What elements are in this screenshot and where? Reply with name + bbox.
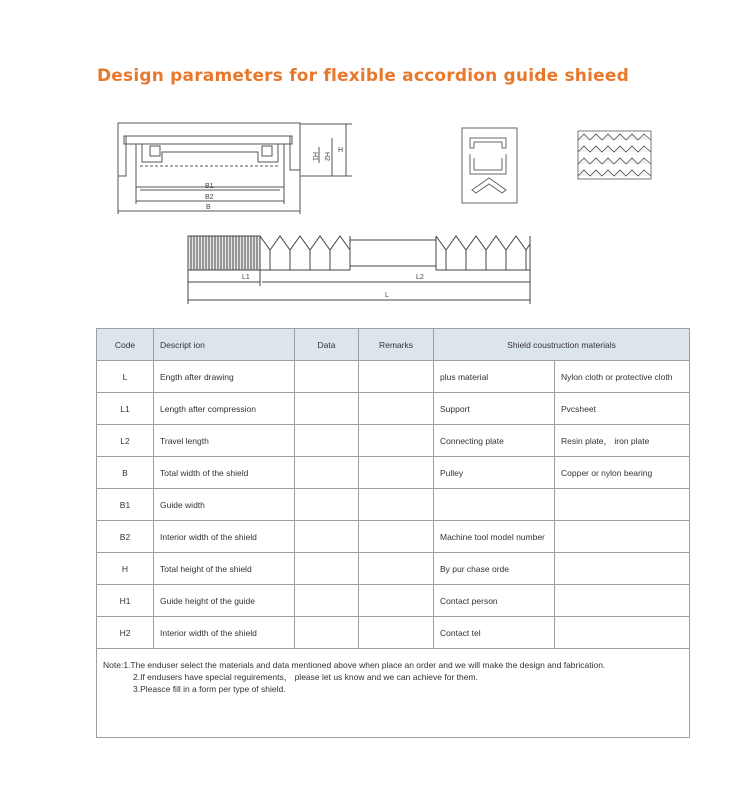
row-material-value [555, 489, 690, 521]
row-code: H [97, 553, 154, 585]
row-data-cell[interactable] [295, 425, 359, 457]
row-material-value[interactable] [555, 521, 690, 553]
cross-section-drawing [118, 123, 352, 214]
dim-label-b2: B2 [205, 194, 214, 201]
row-material-label: Support [434, 393, 555, 425]
row-description: Ength after drawing [154, 361, 295, 393]
row-material-value: Nylon cloth or protective cloth [555, 361, 690, 393]
row-code: B [97, 457, 154, 489]
row-data-cell[interactable] [295, 361, 359, 393]
row-code: L1 [97, 393, 154, 425]
table-row [97, 425, 690, 457]
row-remarks-cell[interactable] [359, 393, 434, 425]
row-material-label: Pulley [434, 457, 555, 489]
header-remarks: Remarks [359, 329, 434, 361]
note-line-2: 2.If endusers have special reguirements， please let us know and we can achieve for them. [133, 672, 478, 682]
row-description: Guide height of the guide [154, 585, 295, 617]
header-materials: Shield coustruction materials [434, 329, 690, 361]
accordion-length-drawing [188, 236, 530, 304]
row-material-value[interactable] [555, 553, 690, 585]
table-row [97, 521, 690, 553]
row-material-label: Contact person [434, 585, 555, 617]
row-code: B2 [97, 521, 154, 553]
row-code: L2 [97, 425, 154, 457]
row-material-label: Machine tool model number [434, 521, 555, 553]
table-row [97, 393, 690, 425]
dim-label-h: H [338, 147, 344, 154]
header-data: Data [295, 329, 359, 361]
row-data-cell[interactable] [295, 585, 359, 617]
table-row [97, 553, 690, 585]
row-code: H2 [97, 617, 154, 649]
table-row [97, 361, 690, 393]
dim-label-l2: L2 [416, 274, 424, 281]
row-description: Interior width of the shield [154, 617, 295, 649]
row-description: Guide width [154, 489, 295, 521]
header-code: Code [97, 329, 154, 361]
bellows-fold-drawing [578, 131, 651, 179]
dim-label-b1: B1 [205, 183, 214, 190]
row-material-value: Resin plate， iron plate [555, 425, 690, 457]
row-data-cell[interactable] [295, 617, 359, 649]
table-note [97, 649, 690, 738]
row-remarks-cell[interactable] [359, 521, 434, 553]
dim-label-l1: L1 [242, 274, 250, 281]
row-material-value: Copper or nylon bearing [555, 457, 690, 489]
row-remarks-cell[interactable] [359, 361, 434, 393]
row-material-label: Contact tel [434, 617, 555, 649]
dim-label-h1: H1 [311, 152, 318, 161]
row-description: Travel length [154, 425, 295, 457]
row-material-label: By pur chase orde [434, 553, 555, 585]
row-remarks-cell[interactable] [359, 425, 434, 457]
dim-label-h2: H2 [323, 152, 330, 161]
table-row [97, 617, 690, 649]
row-data-cell[interactable] [295, 457, 359, 489]
design-parameters-table [96, 328, 690, 738]
row-material-value[interactable] [555, 585, 690, 617]
page-title: Design parameters for flexible accordion guide shieed [97, 66, 629, 86]
row-material-value[interactable] [555, 617, 690, 649]
row-description: Interior width of the shield [154, 521, 295, 553]
row-material-label: plus material [434, 361, 555, 393]
row-description: Length after compression [154, 393, 295, 425]
note-line-1: Note:1.The enduser select the materials and data mentioned above when place an order and we will make the design and fabrication. [103, 660, 606, 670]
table-row [97, 585, 690, 617]
table-row [97, 489, 690, 521]
dim-label-l: L [385, 292, 389, 299]
table-note-row [97, 649, 690, 738]
row-data-cell[interactable] [295, 393, 359, 425]
row-remarks-cell[interactable] [359, 457, 434, 489]
row-code: H1 [97, 585, 154, 617]
row-data-cell[interactable] [295, 521, 359, 553]
row-data-cell[interactable] [295, 553, 359, 585]
row-data-cell[interactable] [295, 489, 359, 521]
note-line-3: 3.Pleasce fill in a form per type of shield. [133, 684, 286, 694]
dim-label-b: B [206, 204, 211, 211]
row-description: Total width of the shield [154, 457, 295, 489]
table-header-row [97, 329, 690, 361]
row-code: L [97, 361, 154, 393]
row-material-label: Connecting plate [434, 425, 555, 457]
row-remarks-cell[interactable] [359, 489, 434, 521]
row-remarks-cell[interactable] [359, 585, 434, 617]
row-material-value: Pvcsheet [555, 393, 690, 425]
row-remarks-cell[interactable] [359, 553, 434, 585]
row-description: Total height of the shield [154, 553, 295, 585]
row-material-label [434, 489, 555, 521]
header-description: Descript ion [154, 329, 295, 361]
row-remarks-cell[interactable] [359, 617, 434, 649]
accordion-shield-technical-drawing [0, 0, 750, 320]
row-code: B1 [97, 489, 154, 521]
profile-shapes-drawing [462, 128, 517, 203]
table-row [97, 457, 690, 489]
